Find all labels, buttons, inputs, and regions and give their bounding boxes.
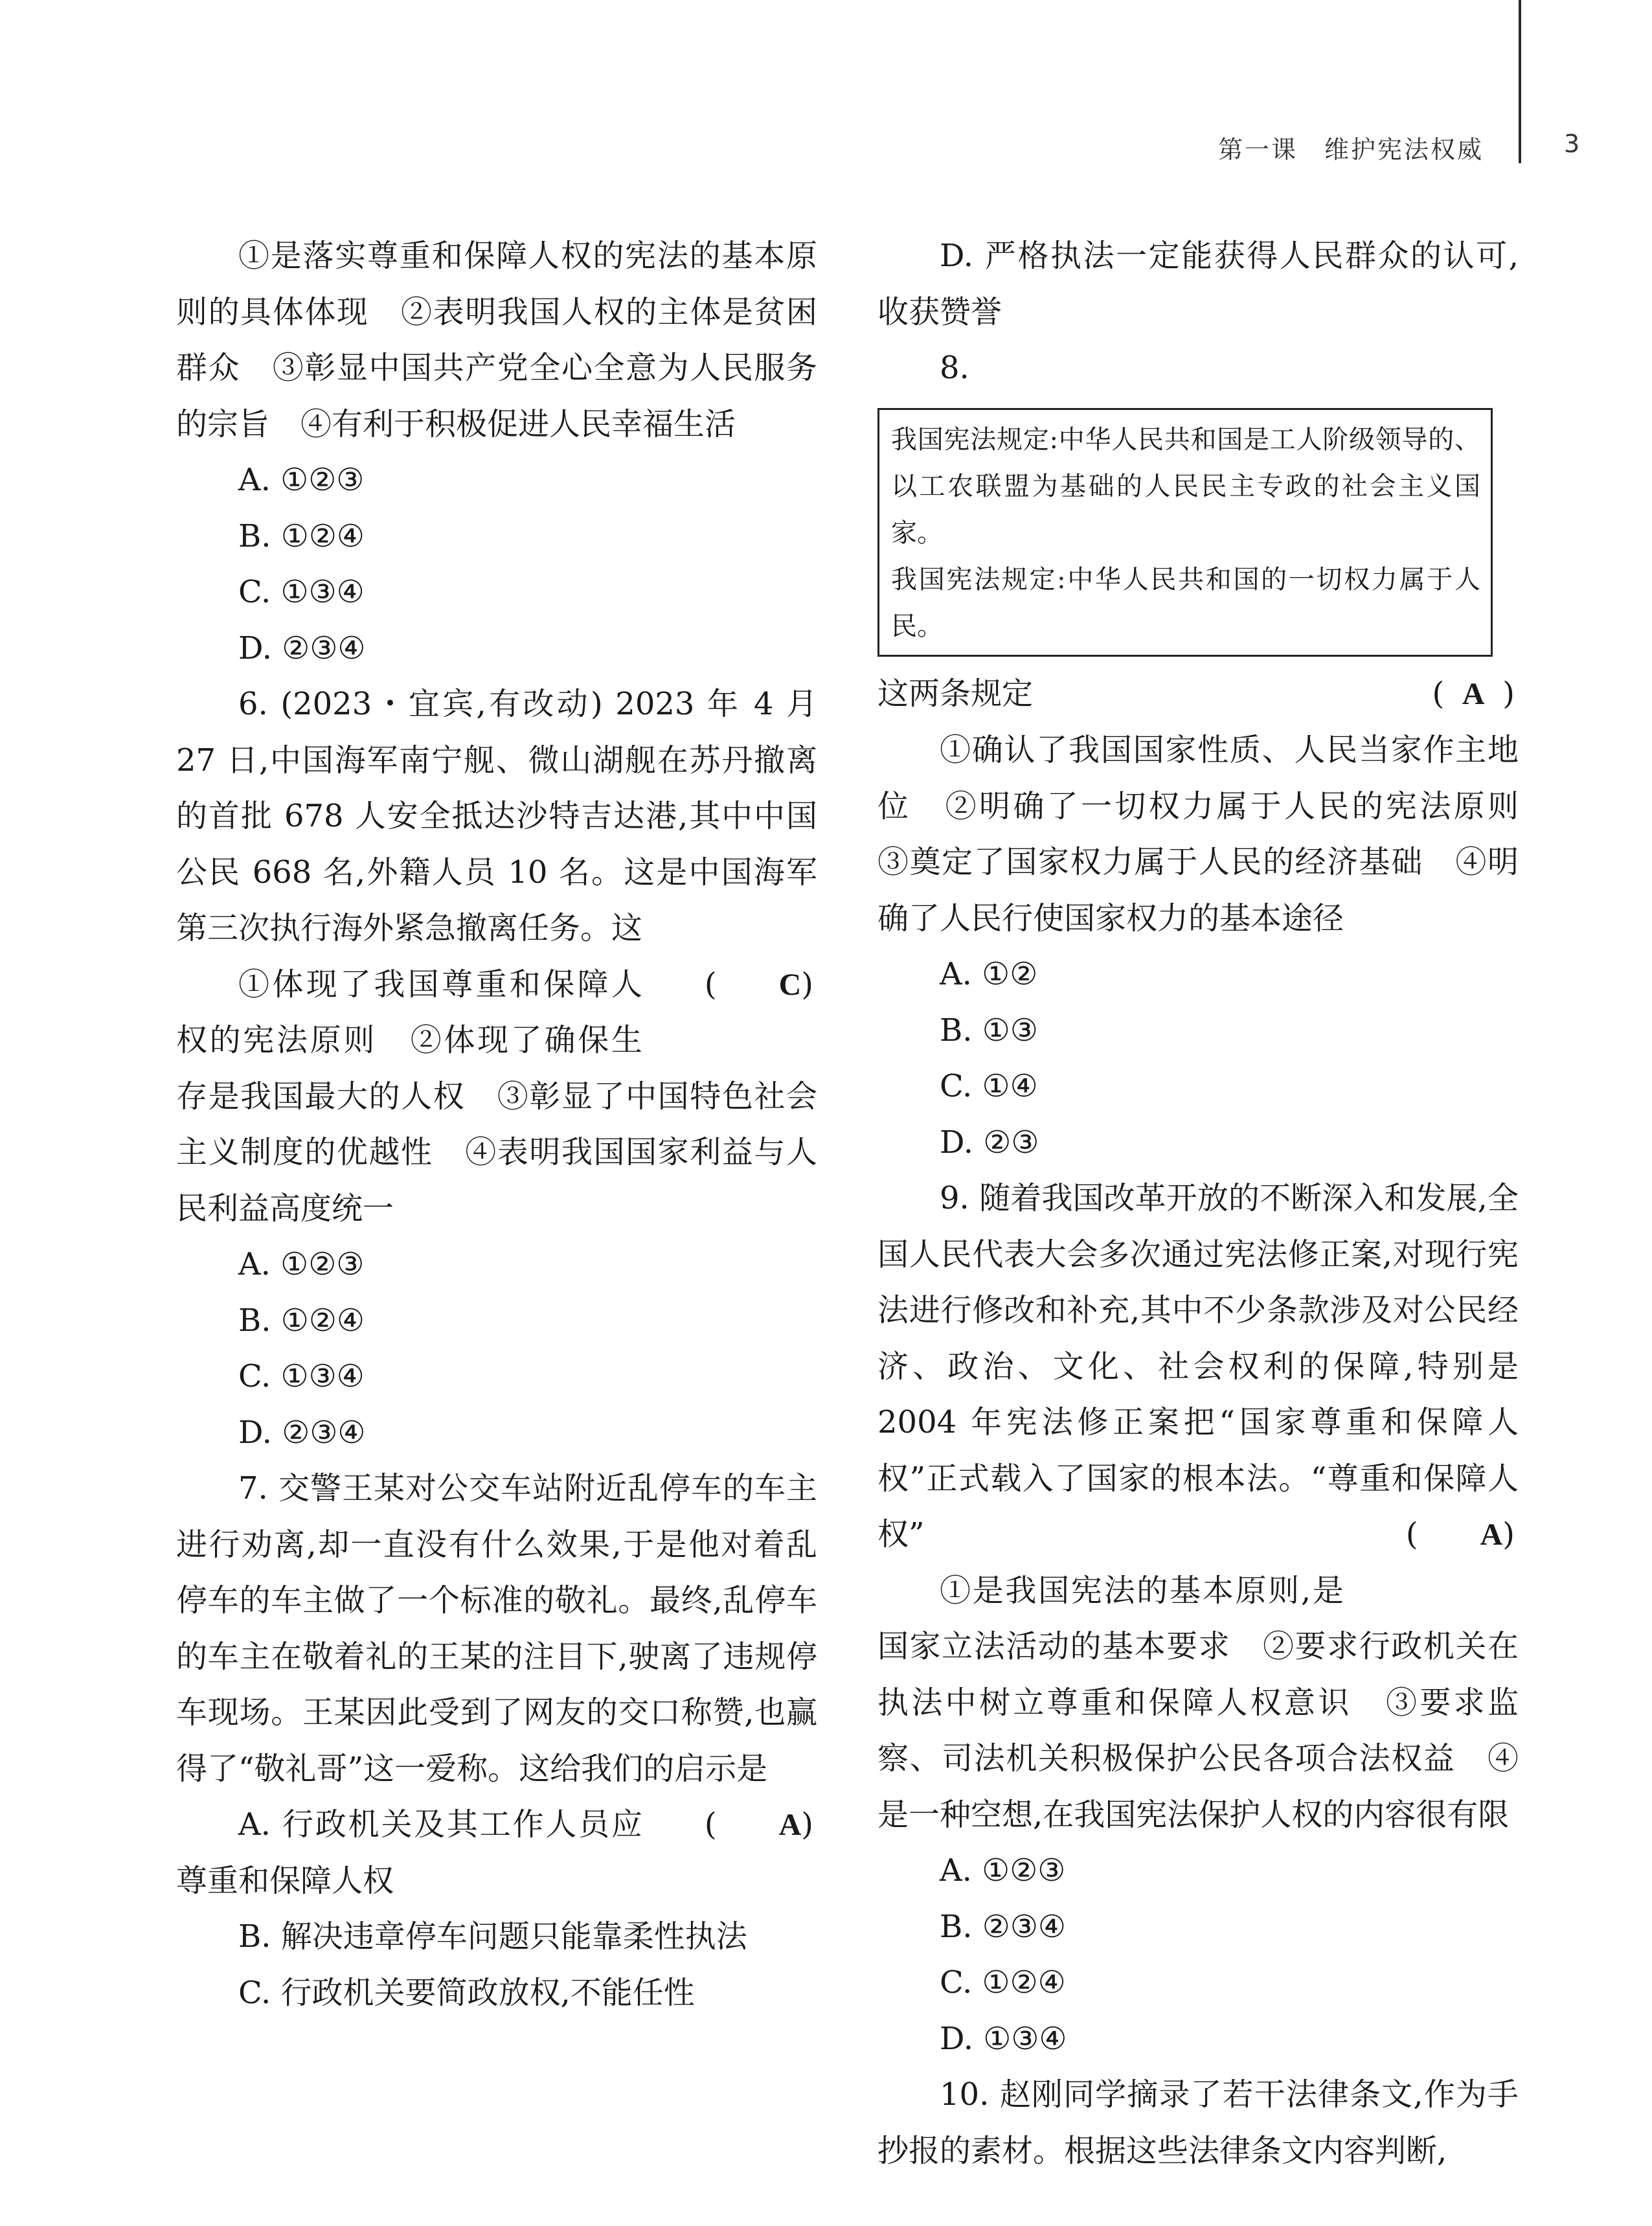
q7-option-a: A. 行政机关及其工作人员应尊重和保障人权 [176,1806,642,1899]
q7-option-c: C. 行政机关要简政放权,不能任性 [238,1974,695,2011]
q9-answer-slot [1344,1506,1519,1563]
q7-option-b: B. 解决违章停车问题只能靠柔性执法 [238,1918,747,1955]
q8-option-c: C. ①④ [940,1068,1038,1104]
q6-option-b: B. ①②④ [238,1302,365,1339]
q8-constitution-box [877,408,1493,657]
q9-statements: ①是我国宪法的基本原则,是国家立法活动的基本要求 ②要求行政机关在执法中树立尊重和保障人权意识 ③要求监察、司法机关积极保护公民各项合法权益 ④是一种空想,在我国宪法保护人权的内容很有限 [877,1572,1519,1833]
q8-answer-open: ( [1432,675,1445,712]
q7-answer: A [778,1808,802,1842]
q6-stem-text: 6. (2023・宜宾,有改动) 2023 年 4 月 27 日,中国海军南宁舰、微山湖舰在苏丹撤离的首批 678 人安全抵达沙特吉达港,其中中国公民 668 名,外籍人员 10 名。这是中国海军第三次执行海外紧急撤离任务。这 [176,686,817,946]
q9-option-a: A. ①②③ [940,1852,1066,1889]
q5-option-d: D. ②③④ [238,630,366,666]
q8-option-b: B. ①③ [940,1012,1038,1049]
q9-stem-text: 9. 随着我国改革开放的不断深入和发展,全国人民代表大会多次通过宪法修正案,对现行宪法进行修改和补充,其中不少条款涉及对公民经济、政治、文化、社会权利的保障,特别是 2004 年宪法修正案把“国家尊重和保障人权”正式载入了国家的根本法。“尊重和保障人权” [877,1180,1519,1552]
q9-option-b: B. ②③④ [940,1908,1066,1945]
q6-answer-close: ) [801,966,813,1003]
q8-stem [877,666,1519,723]
header-divider [1519,0,1521,163]
q6-answer: C [778,967,802,1002]
left-column [176,228,817,2021]
q8-box-line-1: 我国宪法规定:中华人民共和国是工人阶级领导的、以工农联盟为基础的人民民主专政的社会主义国家。 [891,424,1480,548]
q8-answer: A [1462,676,1485,711]
q9-answer-close: ) [1502,1516,1515,1552]
q9-answer: A [1480,1517,1503,1552]
q8-number: 8. [940,350,969,386]
q7-answer-open: ( [704,1806,717,1843]
q8-option-a: A. ①② [940,956,1038,992]
q5-statements: ①是落实尊重和保障人权的宪法的基本原则的具体体现 ②表明我国人权的主体是贫困群众 ③彰显中国共产党全心全意为人民服务的宗旨 ④有利于积极促进人民幸福生活 [176,238,817,442]
q8-answer-close: ) [1502,675,1515,712]
q6-option-a: A. ①②③ [238,1246,365,1282]
q8-statements: ①确认了我国国家性质、人民当家作主地位 ②明确了一切权力属于人民的宪法原则 ③奠定了国家权力属于人民的经济基础 ④明确了人民行使国家权力的基本途径 [877,732,1550,937]
q7-answer-close: ) [801,1806,813,1843]
q6-answer-slot [642,957,817,1014]
chapter-title: 第一课 维护宪法权威 [1217,135,1484,164]
q8-answer-slot [1432,666,1519,723]
q7-stem [176,1460,817,1843]
page-number: 3 [1564,130,1580,158]
q9-answer-open: ( [1405,1516,1418,1552]
q6-option-c: C. ①③④ [238,1358,365,1394]
q5-option-c: C. ①③④ [238,574,365,610]
q5-option-a: A. ①②③ [238,462,365,498]
q6-stem [176,676,817,1003]
q7-answer-slot [642,1797,817,1854]
right-column [877,228,1550,2179]
q8-option-d: D. ②③ [940,1124,1039,1161]
q10-stem: 10. 赵刚同学摘录了若干法律条文,作为手抄报的素材。根据这些法律条文内容判断, [877,2076,1519,2169]
q7-stem-text: 7. 交警王某对公交车站附近乱停车的车主进行劝离,却一直没有什么效果,于是他对着乱停车的车主做了一个标准的敬礼。最终,乱停车的车主在敬着礼的王某的注目下,驶离了违规停车现场。王某因此受到了网友的交口称赞,也赢得了“敬礼哥”这一爱称。这给我们的启示是 [176,1470,817,1787]
q9-option-c: C. ①②④ [940,1964,1066,2001]
q6-statements: ①体现了我国尊重和保障人权的宪法原则 ②体现了确保生存是我国最大的人权 ③彰显了中国特色社会主义制度的优越性 ④表明我国国家利益与人民利益高度统一 [176,966,817,1227]
q8-stem-text: 这两条规定 [877,675,1034,712]
q8-box-line-2: 我国宪法规定:中华人民共和国的一切权力属于人民。 [891,564,1480,641]
q9-stem [877,1170,1519,1563]
q6-answer-open: ( [704,966,717,1003]
page-header [0,0,1652,168]
q9-option-d: D. ①③④ [940,2020,1067,2057]
q6-option-d: D. ②③④ [238,1414,366,1451]
q7-option-d: D. 严格执法一定能获得人民群众的认可,收获赞誉 [877,238,1519,330]
q5-option-b: B. ①②④ [238,517,365,554]
